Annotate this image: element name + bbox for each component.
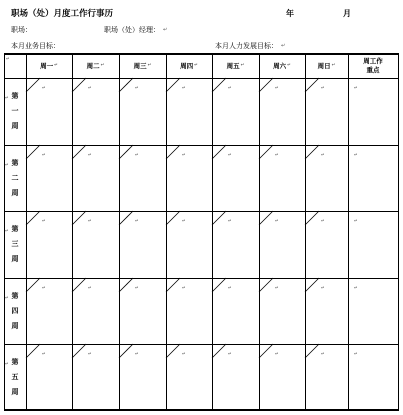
manpower-goal-field xyxy=(215,41,285,51)
week-label-char: 周 xyxy=(11,387,19,396)
weekly-focus-cell[interactable] xyxy=(348,211,398,278)
paragraph-mark: ↵ xyxy=(240,63,245,68)
paragraph-mark: ↵ xyxy=(88,286,92,291)
paragraph-mark: ↵ xyxy=(42,86,46,91)
day-cell[interactable] xyxy=(212,211,259,278)
paragraph-mark: ↵ xyxy=(42,219,46,224)
day-header xyxy=(26,53,72,78)
week-label-char: 第 xyxy=(11,291,19,300)
paragraph-mark: ↵ xyxy=(354,86,358,91)
paragraph-mark: ↵ xyxy=(42,286,46,291)
paragraph-mark: ↵ xyxy=(228,153,232,158)
day-cell[interactable] xyxy=(26,145,72,211)
day-cell[interactable] xyxy=(72,211,119,278)
day-cell[interactable] xyxy=(305,145,348,211)
manpower-goal-label: 本月人力发展目标： xyxy=(215,42,278,50)
paragraph-mark: ↵ xyxy=(182,86,186,91)
week-label-char: 四 xyxy=(11,306,19,315)
calendar-grid xyxy=(4,53,399,411)
paragraph-mark: ↵ xyxy=(354,286,358,291)
paragraph-mark: ↵ xyxy=(228,352,232,357)
day-cell[interactable] xyxy=(259,211,305,278)
paragraph-mark: ↵ xyxy=(5,96,9,101)
day-cell[interactable] xyxy=(212,78,259,145)
paragraph-mark: ↵ xyxy=(5,163,9,168)
paragraph-mark: ↵ xyxy=(321,219,325,224)
week-label-char: 五 xyxy=(11,372,19,381)
day-header xyxy=(305,53,348,78)
day-header-label: 周三 xyxy=(133,62,147,70)
week-label-char: 二 xyxy=(11,173,19,182)
day-cell[interactable] xyxy=(305,278,348,344)
paragraph-mark: ↵ xyxy=(5,229,9,234)
paragraph-mark: ↵ xyxy=(354,352,358,357)
paragraph-mark: ↵ xyxy=(182,219,186,224)
paragraph-mark: ↵ xyxy=(182,352,186,357)
paragraph-mark: ↵ xyxy=(88,86,92,91)
day-cell[interactable] xyxy=(26,278,72,344)
week-label xyxy=(6,78,24,145)
paragraph-mark: ↵ xyxy=(321,86,325,91)
paragraph-mark: ↵ xyxy=(275,352,279,357)
day-cell[interactable] xyxy=(166,78,212,145)
paragraph-mark: ↵ xyxy=(182,153,186,158)
week-label-char: 三 xyxy=(11,240,19,248)
day-cell[interactable] xyxy=(166,344,212,410)
paragraph-mark: ↵ xyxy=(194,63,198,68)
day-header xyxy=(212,53,259,78)
workplace-label: 职场： xyxy=(11,26,32,34)
day-cell[interactable] xyxy=(259,145,305,211)
day-cell[interactable] xyxy=(259,344,305,410)
day-cell[interactable] xyxy=(26,344,72,410)
paragraph-mark: ↵ xyxy=(6,57,10,62)
day-header-label: 周四 xyxy=(180,62,194,70)
paragraph-mark: ↵ xyxy=(163,27,168,33)
week-label xyxy=(6,211,24,278)
paragraph-mark: ↵ xyxy=(135,219,139,224)
day-header-label: 周日 xyxy=(317,62,331,70)
day-cell[interactable] xyxy=(259,278,305,344)
paragraph-mark: ↵ xyxy=(354,219,358,224)
paragraph-mark: ↵ xyxy=(147,63,152,68)
day-header-label: 周五 xyxy=(226,62,240,70)
paragraph-mark: ↵ xyxy=(287,63,291,68)
paragraph-mark: ↵ xyxy=(5,362,9,367)
week-label-char: 周 xyxy=(11,122,19,130)
paragraph-mark: ↵ xyxy=(5,296,9,301)
paragraph-mark: ↵ xyxy=(135,286,139,291)
day-cell[interactable] xyxy=(119,211,166,278)
day-header-label: 周一 xyxy=(40,62,54,70)
weekly-focus-cell[interactable] xyxy=(348,344,398,410)
paragraph-mark: ↵ xyxy=(228,86,232,91)
day-cell[interactable] xyxy=(26,78,72,145)
paragraph-mark: ↵ xyxy=(88,153,92,158)
day-header xyxy=(259,53,305,78)
paragraph-mark: ↵ xyxy=(135,153,139,158)
day-cell[interactable] xyxy=(119,78,166,145)
manager-label: 职场（处）经理： xyxy=(104,26,160,34)
paragraph-mark: ↵ xyxy=(100,63,105,68)
day-cell[interactable] xyxy=(212,145,259,211)
week-label xyxy=(6,145,24,211)
paragraph-mark: ↵ xyxy=(275,286,279,291)
week-label-char: 第 xyxy=(11,92,19,100)
weekly-focus-cell[interactable] xyxy=(348,145,398,211)
day-header-label: 周六 xyxy=(273,62,287,70)
week-label xyxy=(6,344,24,410)
paragraph-mark: ↵ xyxy=(354,153,358,158)
page-title: 职场（处）月度工作行事历 xyxy=(11,9,114,19)
week-label-char: 第 xyxy=(11,225,19,233)
paragraph-mark: ↵ xyxy=(321,153,325,158)
paragraph-mark: ↵ xyxy=(275,219,279,224)
week-label-char: 一 xyxy=(11,107,19,115)
day-header xyxy=(119,53,166,78)
paragraph-mark: ↵ xyxy=(135,352,139,357)
week-label xyxy=(6,278,24,344)
day-cell[interactable] xyxy=(72,145,119,211)
year-label: 年 xyxy=(286,9,294,18)
workplace-field xyxy=(11,25,32,35)
day-cell[interactable] xyxy=(119,344,166,410)
week-label-char: 第 xyxy=(11,357,19,366)
day-cell[interactable] xyxy=(72,78,119,145)
month-label: 月 xyxy=(343,9,351,18)
day-cell[interactable] xyxy=(166,278,212,344)
day-cell[interactable] xyxy=(305,78,348,145)
paragraph-mark: ↵ xyxy=(228,219,232,224)
day-cell[interactable] xyxy=(72,278,119,344)
day-cell[interactable] xyxy=(72,344,119,410)
day-header xyxy=(166,53,212,78)
day-cell[interactable] xyxy=(166,211,212,278)
day-cell[interactable] xyxy=(119,145,166,211)
day-cell[interactable] xyxy=(26,211,72,278)
paragraph-mark: ↵ xyxy=(42,352,46,357)
week-label-char: 第 xyxy=(11,158,19,167)
day-cell[interactable] xyxy=(119,278,166,344)
weekly-focus-header xyxy=(348,53,398,78)
day-cell[interactable] xyxy=(259,78,305,145)
paragraph-mark: ↵ xyxy=(331,63,336,68)
paragraph-mark: ↵ xyxy=(88,352,92,357)
weekly-focus-label-line1: 周工作 xyxy=(363,56,383,65)
week-label-char: 周 xyxy=(11,188,19,197)
business-goal-field xyxy=(11,41,60,51)
paragraph-mark: ↵ xyxy=(182,286,186,291)
manager-field xyxy=(104,25,167,35)
paragraph-mark: ↵ xyxy=(228,286,232,291)
grid-vline xyxy=(398,53,399,411)
paragraph-mark: ↵ xyxy=(88,219,92,224)
paragraph-mark: ↵ xyxy=(321,286,325,291)
day-cell[interactable] xyxy=(305,344,348,410)
paragraph-mark: ↵ xyxy=(275,153,279,158)
paragraph-mark: ↵ xyxy=(54,63,58,68)
paragraph-mark: ↵ xyxy=(42,153,46,158)
day-header xyxy=(72,53,119,78)
day-cell[interactable] xyxy=(212,278,259,344)
business-goal-label: 本月业务目标： xyxy=(11,42,60,50)
week-label-char: 周 xyxy=(11,321,19,330)
day-cell[interactable] xyxy=(166,145,212,211)
day-cell[interactable] xyxy=(305,211,348,278)
weekly-focus-cell[interactable] xyxy=(348,78,398,145)
week-label-char: 周 xyxy=(11,255,19,263)
paragraph-mark: ↵ xyxy=(281,43,286,49)
paragraph-mark: ↵ xyxy=(275,86,279,91)
day-cell[interactable] xyxy=(212,344,259,410)
paragraph-mark: ↵ xyxy=(135,86,139,91)
day-header-label: 周二 xyxy=(86,62,100,70)
weekly-focus-cell[interactable] xyxy=(348,278,398,344)
weekly-focus-label-line2: 重点 xyxy=(366,65,380,74)
paragraph-mark: ↵ xyxy=(321,352,325,357)
